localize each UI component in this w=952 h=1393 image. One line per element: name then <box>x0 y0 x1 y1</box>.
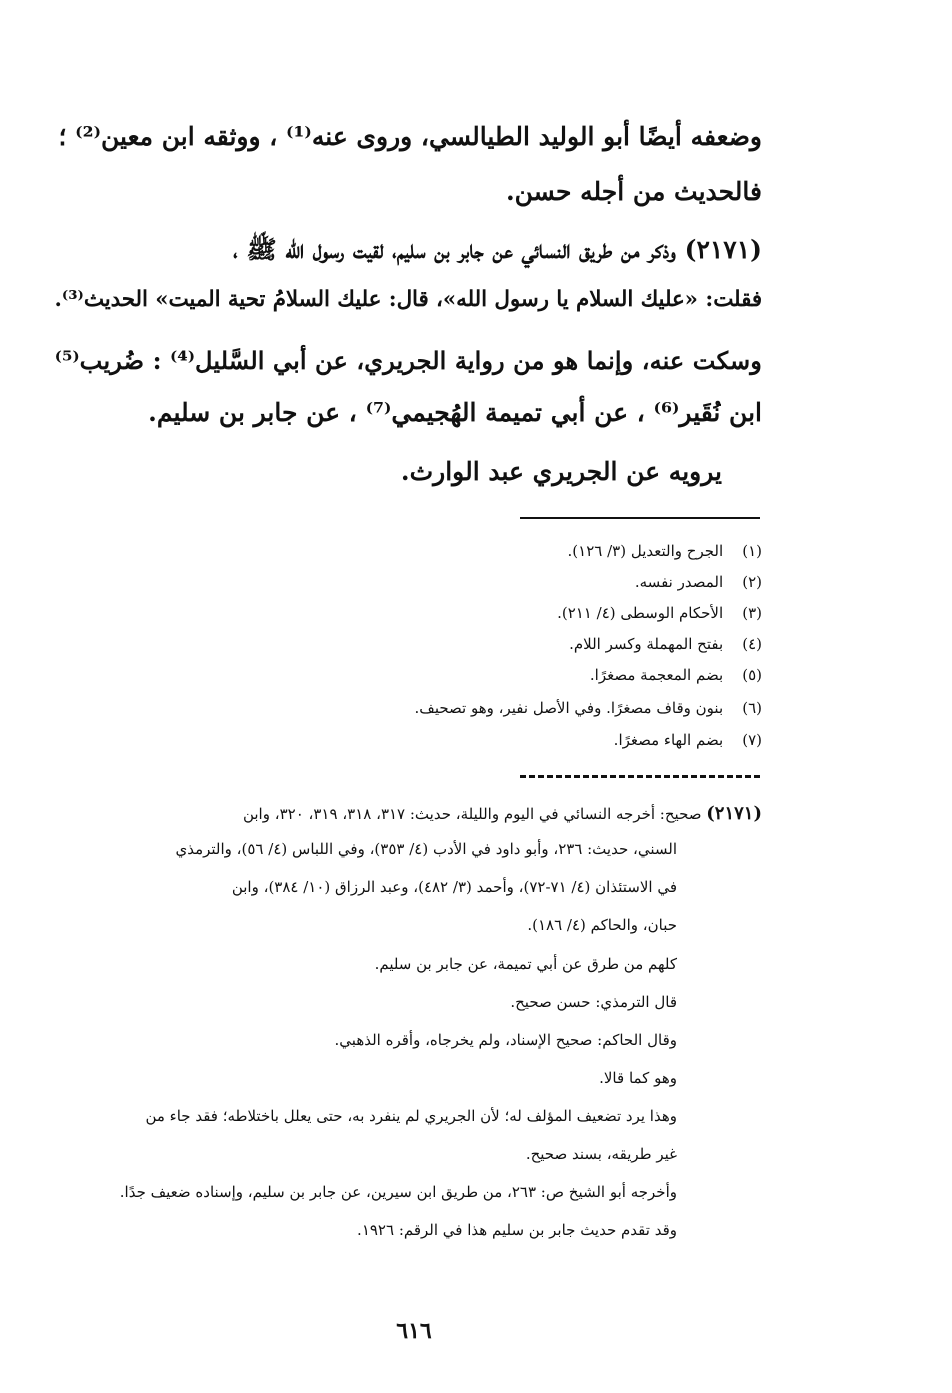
footnote-separator <box>520 517 760 519</box>
footnote <box>568 542 762 560</box>
takhrij-line-12: وقد تقدم حديث جابر بن سليم هذا في الرقم: ١٩٢٦. <box>357 1221 677 1239</box>
footnote-number: (٦) <box>742 699 762 717</box>
main-line-6: ابن نُقَير⁽⁶⁾ ، عن أبي تميمة الهُجيمي⁽⁷⁾ ، عن جابر بن سليم. <box>148 398 762 427</box>
footnote-text: بنون وقاف مصغرًا. وفي الأصل نفير، وهو تصحيف. <box>414 699 724 717</box>
takhrij-line-1-text: صحيح: أخرجه النسائي في اليوم والليلة، حديث: ٣١٧، ٣١٨، ٣١٩، ٣٢٠، وابن <box>242 805 707 823</box>
footnote-number: (٣) <box>742 604 762 622</box>
main-line-4: فقلت: «عليك السلام يا رسول الله»، قال: عليك السلامُ تحية الميت» الحديث⁽³⁾. <box>54 287 762 312</box>
takhrij-line-1 <box>243 803 762 825</box>
takhrij-line-5: كلهم من طرق عن أبي تميمة، عن جابر بن سليم. <box>374 955 677 973</box>
takhrij-line-11: وأخرجه أبو الشيخ ص: ٢٦٣، من طريق ابن سيرين، عن جابر بن سليم، وإسناده ضعيف جدًا. <box>119 1183 677 1201</box>
footnote-text: بضم الهاء مصغرًا. <box>613 731 724 749</box>
takhrij-number: (٢١٧١) <box>706 803 762 824</box>
footnote <box>614 731 762 749</box>
takhrij-line-2: السني، حديث: ٢٣٦، وأبو داود في الأدب (٤/ ٣٥٣)، وفي اللباس (٤/ ٥٦)، والترمذي <box>175 840 677 858</box>
footnote-text: الجرح والتعديل (٣/ ١٢٦). <box>567 542 724 560</box>
footnote <box>557 604 762 622</box>
takhrij-separator <box>520 775 760 778</box>
footnote <box>415 699 762 717</box>
footnote-number: (١) <box>742 542 762 560</box>
footnote-number: (٤) <box>742 635 762 653</box>
footnote-text: بضم المعجمة مصغرًا. <box>589 666 724 684</box>
takhrij-line-9: وهذا يرد تضعيف المؤلف له؛ لأن الجريري لم ينفرد به، حتى يعلل باختلاطه؛ فقد جاء من <box>145 1107 677 1125</box>
footnote <box>569 635 762 653</box>
main-line-1: وضعفه أيضًا أبو الوليد الطيالسي، وروى عنه⁽¹⁾ ، ووثقه ابن معين⁽²⁾ ؛ <box>58 122 762 151</box>
main-line-3 <box>233 235 762 265</box>
footnote-number: (٢) <box>742 573 762 591</box>
main-line-2: فالحديث من أجله حسن. <box>505 177 762 206</box>
takhrij-line-10: غير طريقه، بسند صحيح. <box>525 1145 677 1163</box>
takhrij-line-3: في الاستئذان (٤/ ٧١-٧٢)، وأحمد (٣/ ٤٨٢)، وعبد الرزاق (١٠/ ٣٨٤)، وابن <box>231 878 677 896</box>
main-line-7: يرويه عن الجريري عبد الوارث. <box>400 457 722 486</box>
footnote <box>635 573 762 591</box>
footnote-number: (٧) <box>742 731 762 749</box>
footnote-text: الأحكام الوسطى (٤/ ٢١١). <box>557 604 724 622</box>
takhrij-line-4: حبان، والحاكم (٤/ ١٨٦). <box>527 916 677 934</box>
main-line-5: وسكت عنه، وإنما هو من رواية الجريري، عن أبي السَّليل⁽⁴⁾ : ضُريب⁽⁵⁾ <box>54 346 762 375</box>
hadith-number: (٢١٧١) <box>684 235 762 264</box>
takhrij-line-7: وقال الحاكم: صحيح الإسناد، ولم يخرجاه، وأقره الذهبي. <box>334 1031 677 1049</box>
footnote-number: (٥) <box>742 666 762 684</box>
footnote-text: بفتح المهملة وكسر اللام. <box>569 635 724 653</box>
takhrij-line-8: وهو كما قالا. <box>599 1069 677 1087</box>
page-number: ٦١٦ <box>396 1318 432 1344</box>
footnote-text: المصدر نفسه. <box>634 573 724 591</box>
footnote <box>590 666 762 684</box>
main-line-3-text: وذكر من طريق النسائي عن جابر بن سليم، لقيت رسول الله ﷺ ، <box>232 235 685 264</box>
takhrij-line-6: قال الترمذي: حسن صحيح. <box>510 993 677 1011</box>
